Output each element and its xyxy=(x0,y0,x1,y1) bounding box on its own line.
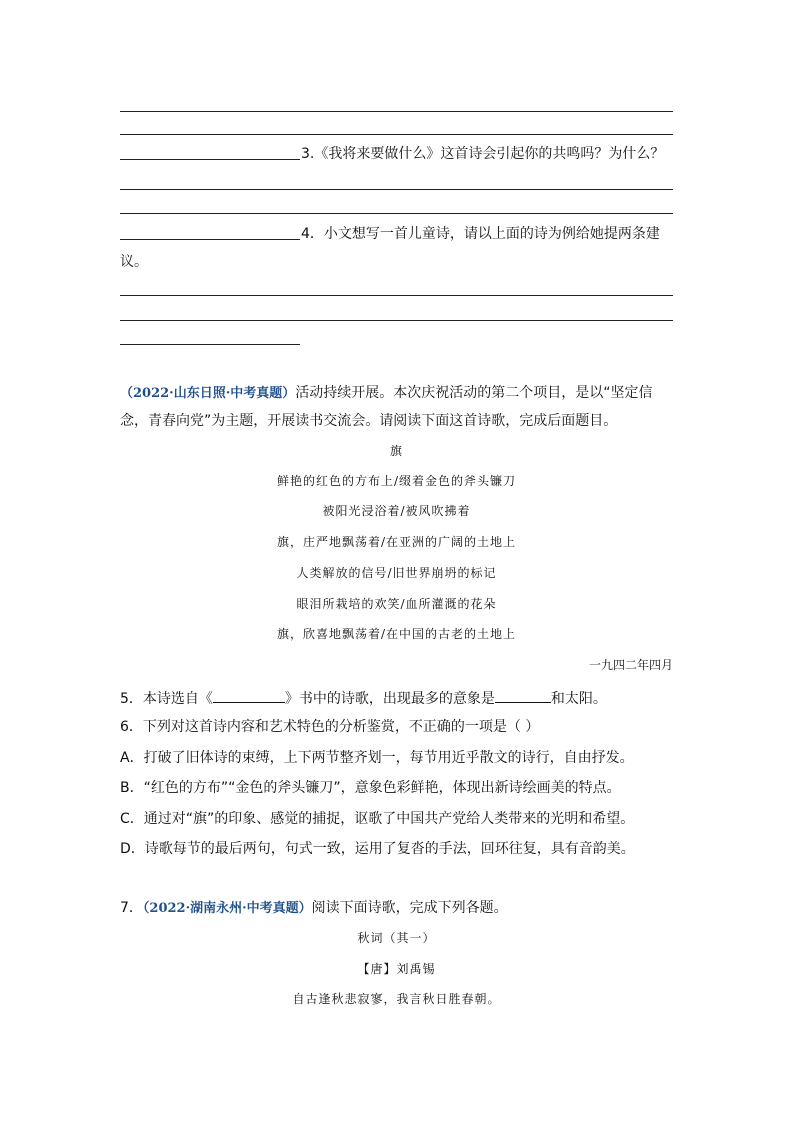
answer-line[interactable] xyxy=(120,159,300,160)
option-c[interactable]: C．通过对“旗”的印象、感觉的捕捉，讴歌了中国共产党给人类带来的光明和希望。 xyxy=(120,811,635,827)
option-d[interactable]: D．诗歌每节的最后两句，句式一致，运用了复沓的手法，回环往复，具有音韵美。 xyxy=(120,841,635,857)
answer-line[interactable] xyxy=(120,213,673,214)
question-6-stem: 6．下列对这首诗内容和艺术特色的分析鉴赏，不正确的一项是（ ） xyxy=(120,719,540,735)
question-7 xyxy=(120,899,508,918)
source-tag: （2022·山东日照·中考真题） xyxy=(120,386,296,401)
q7-text: 阅读下面诗歌，完成下列各题。 xyxy=(311,900,508,916)
option-a[interactable]: A．打破了旧体诗的束缚，上下两节整齐划一，每节用近乎散文的诗行，自由抒发。 xyxy=(120,750,634,766)
poem-line: 鲜艳的红色的方布上/缀着金色的斧头镰刀 xyxy=(276,474,517,488)
answer-line[interactable] xyxy=(120,239,300,240)
poem-title: 秋词（其一） xyxy=(357,931,436,945)
q5-text: 5．本诗选自《 xyxy=(120,691,213,707)
question-4-line2: 议。 xyxy=(120,254,148,270)
poem-line: 旗，欣喜地飘荡着/在中国的古老的土地上 xyxy=(276,627,517,641)
answer-line[interactable] xyxy=(120,111,673,112)
poem-line: 眼泪所栽培的欢笑/血所灌溉的花朵 xyxy=(296,597,497,611)
question-4-line1: 4．小文想写一首儿童诗，请以上面的诗为例给她提两条建 xyxy=(301,226,660,242)
poem-line: 旗，庄严地飘荡着/在亚洲的广阔的土地上 xyxy=(276,535,517,549)
q5-blank-2[interactable] xyxy=(495,688,551,703)
question-5 xyxy=(120,688,607,708)
poem-date: 一九四二年四月 xyxy=(588,658,673,672)
poem-line: 被阳光浸浴着/被风吹拂着 xyxy=(322,504,471,518)
answer-line[interactable] xyxy=(120,320,673,321)
section-intro-line2: 念，青春向党”为主题，开展读书交流会。请阅读下面这首诗歌，完成后面题目。 xyxy=(120,413,618,429)
answer-line[interactable] xyxy=(120,134,673,135)
option-b[interactable]: B．“红色的方布”“金色的斧头镰刀”，意象色彩鲜艳，体现出新诗绘画美的特点。 xyxy=(120,780,621,796)
q5-blank-1[interactable] xyxy=(213,688,285,703)
q5-text: 和太阳。 xyxy=(550,691,607,707)
poem-author: 【唐】刘禹锡 xyxy=(357,962,436,976)
question-3: 3.《我将来要做什么》这首诗会引起你的共鸣吗？为什么？ xyxy=(301,146,665,162)
answer-line[interactable] xyxy=(120,189,673,190)
q7-number: 7． xyxy=(120,900,143,916)
poem-line: 人类解放的信号/旧世界崩坍的标记 xyxy=(296,566,497,580)
q5-text: 》书中的诗歌，出现最多的意象是 xyxy=(284,691,495,707)
answer-line[interactable] xyxy=(120,295,673,296)
poem-title: 旗 xyxy=(389,444,403,458)
source-tag: （2022·湖南永州·中考真题） xyxy=(142,901,312,916)
poem-line: 自古逢秋悲寂寥，我言秋日胜春朝。 xyxy=(292,992,501,1006)
answer-line[interactable] xyxy=(120,344,300,345)
section-intro-line1 xyxy=(120,384,653,403)
intro-text: 活动持续开展。本次庆祝活动的第二个项目，是以“坚定信 xyxy=(295,385,653,401)
